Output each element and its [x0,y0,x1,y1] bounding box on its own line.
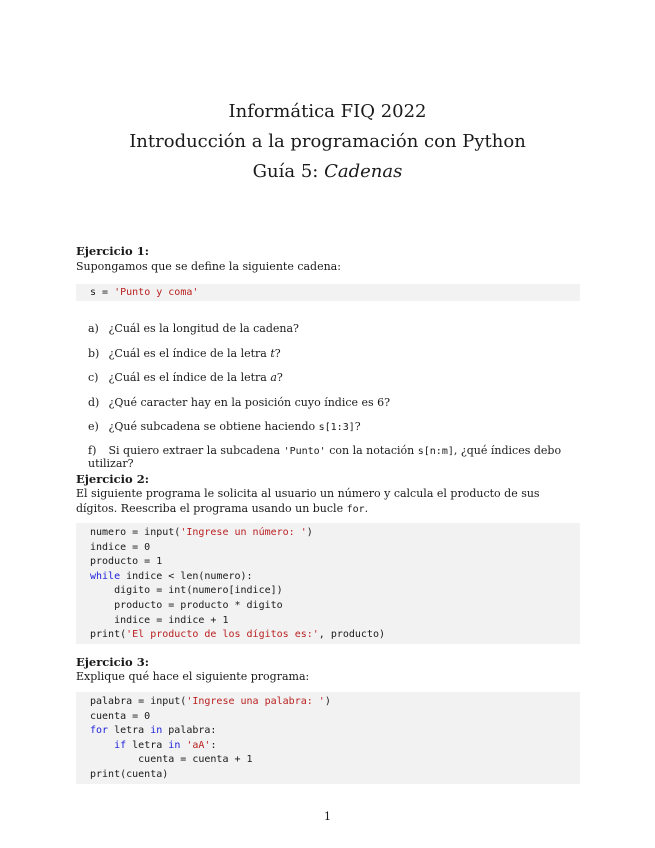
exercise-3-code [76,692,580,784]
code-line: cuenta = cuenta + 1 [90,754,253,766]
guide-title [0,161,655,182]
code-line: producto = producto * digito [90,599,283,611]
exercise-3-title: Ejercicio 3: [76,655,149,669]
exercise-2-title: Ejercicio 2: [76,472,149,486]
question-a: a) ¿Cuál es la longitud de la cadena? [88,322,299,335]
code-line: print('El producto de los dígitos es:', producto) [90,629,386,641]
document-subtitle: Introducción a la programación con Python [129,131,526,152]
code-line: digito = int(numero[indice]) [90,585,283,597]
code-line: print(cuenta) [90,768,169,780]
code-line: s = 'Punto y coma' [90,287,199,298]
question-c: c) ¿Cuál es el índice de la letra a? [88,371,283,384]
page-number: 1 [324,810,331,823]
code-line: producto = 1 [90,556,163,568]
code-line: palabra = input('Ingrese una palabra: ') [90,696,331,707]
code-line: indice = 0 [90,541,151,553]
question-b: b) ¿Cuál es el índice de la letra t? [88,347,281,360]
code-line: cuenta = 0 [90,710,151,722]
exercise-2-code [76,523,580,644]
document-title: Informática FIQ 2022 [228,101,427,122]
exercise-1-code [76,284,580,301]
code-line: numero = input('Ingrese un número: ') [90,527,313,538]
code-line: if letra in 'aA': [114,739,217,751]
exercise-1-intro: Supongamos que se define la siguiente cadena: [76,260,341,273]
code-line: indice = indice + 1 [90,614,229,626]
guide-name: Cadenas [324,161,403,182]
question-e: e) ¿Qué subcadena se obtiene haciendo s[1:3]? [88,420,361,433]
question-f: f) Si quiero extraer la subcadena 'Punto' con la notación s[n:m], ¿qué índices debo utilizar? [88,444,562,470]
code-line: for letra in palabra: [90,725,217,737]
exercise-1-title: Ejercicio 1: [76,244,149,258]
exercise-3-intro: Explique qué hace el siguiente programa: [76,670,310,683]
question-d: d) ¿Qué caracter hay en la posición cuyo índice es 6? [88,396,391,409]
guide-prefix: Guía 5: [252,161,325,182]
code-line: while indice < len(numero): [90,570,253,582]
exercise-2-intro: El siguiente programa le solicita al usuario un número y calcula el producto de sus dígitos. Reescriba el programa usando un bucle for. [76,487,540,515]
